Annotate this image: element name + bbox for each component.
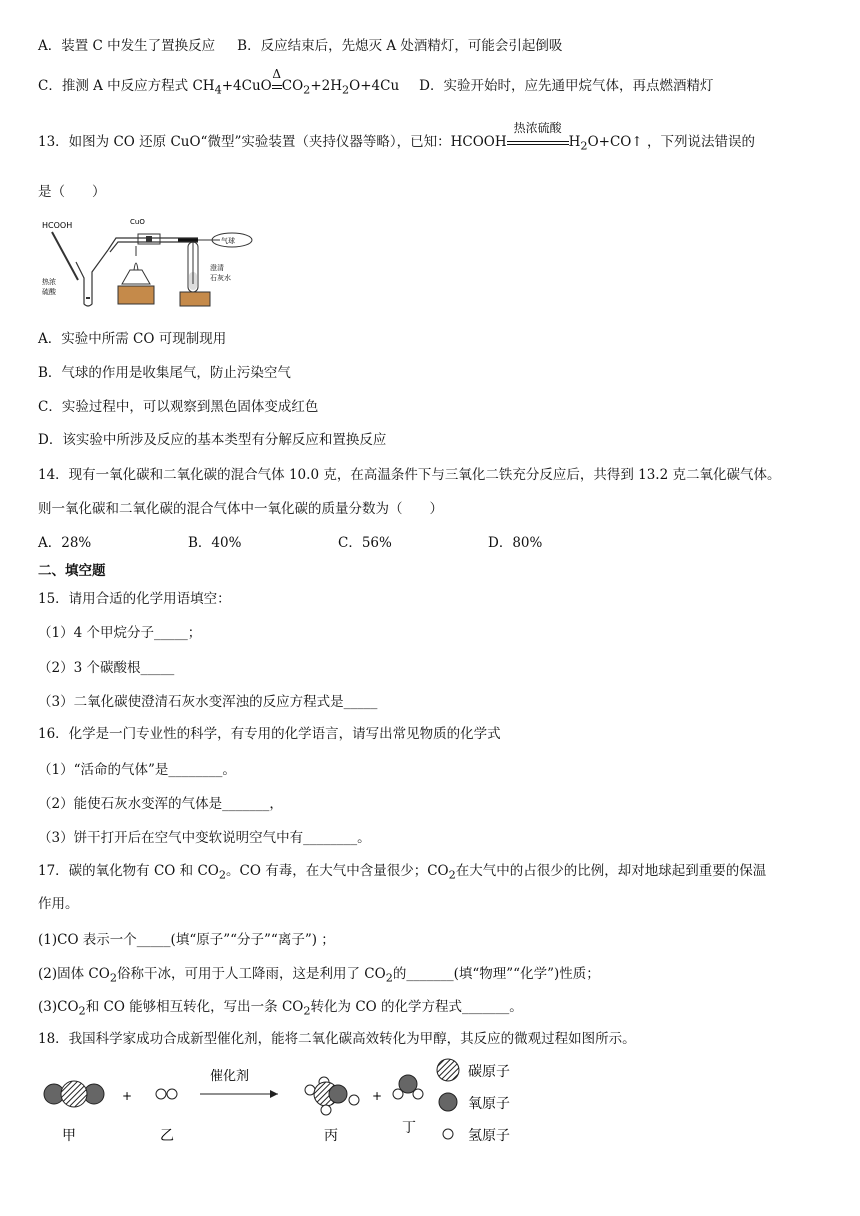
label-jia: 甲: [62, 1128, 76, 1144]
fig-cuo-label: CuO: [130, 218, 145, 226]
q12-option-row-cd: [38, 67, 714, 100]
q12-option-a: A．装置 C 中发生了置换反应: [38, 38, 216, 54]
legend: [437, 1059, 510, 1144]
legend-carbon-label: 碳原子: [468, 1064, 510, 1080]
legend-hydrogen-label: 氢原子: [468, 1128, 510, 1144]
fig-block-1: [118, 286, 154, 304]
plus-2: +: [372, 1089, 383, 1103]
fig-hcooh-label: HCOOH: [42, 221, 73, 230]
fig-y-tube: [76, 250, 108, 306]
label-bing: 丙: [324, 1128, 338, 1144]
q14-option-b: B．40%: [188, 535, 242, 551]
q13-apparatus-figure: [38, 212, 263, 312]
q13-option-a: A．实验中所需 CO 可现制现用: [38, 331, 227, 347]
label-ding: 丁: [402, 1120, 416, 1136]
q13-stem-cont: 是（ ）: [38, 184, 106, 200]
label-yi: 乙: [160, 1128, 174, 1144]
fig-acid-label-2: 硫酸: [42, 288, 56, 296]
fig-acid-label-1: 热浓: [42, 278, 56, 286]
fig-lime-label-1: 澄清: [210, 264, 224, 272]
q17-stem-line1: 17．碳的氧化物有 CO 和 $CO_2$。CO 有毒，在大气中含量很少；$CO_2$在大气中的占很少的比例，却对地球起到重要的保温: [38, 863, 767, 882]
molecule-ding-h2o: [393, 1075, 423, 1099]
q12-option-c: C．推测 A 中反应方程式 $CH_4+4CuO$ Δ $CO_2+2H_2O+4Cu$: [38, 67, 400, 97]
q14-stem-line1: 14．现有一氧化碳和二氧化碳的混合气体 10.0 克，在高温条件下与三氧化二铁充分反应后，共得到 13.2 克二氧化碳气体。: [38, 467, 781, 483]
fig-spirit-lamp: [122, 270, 150, 284]
molecule-jia-co2: [44, 1081, 104, 1107]
q14-options: [38, 534, 542, 552]
legend-oxygen-icon: [439, 1093, 457, 1111]
q13-stem: 13．如图为 CO 还原 CuO“微型”实验装置（夹持仪器等略），已知：HCOOH 热浓硫酸 $H_2O+CO↑$ ，下列说法错误的: [38, 121, 755, 153]
q13-option-c: C．实验过程中，可以观察到黑色固体变成红色: [38, 399, 319, 415]
q13-option-b: B．气球的作用是收集尾气，防止污染空气: [38, 365, 291, 381]
q15-stem: 15．请用合适的化学用语填空：: [38, 591, 231, 607]
molecule-yi-h2: [156, 1089, 177, 1099]
section-heading: 二、填空题: [38, 563, 106, 579]
catalyst-label: 催化剂: [210, 1069, 250, 1084]
q17-stem-line2: 作用。: [38, 896, 79, 912]
legend-hydrogen-icon: [443, 1129, 453, 1139]
q16-part-2: （2）能使石灰水变浑的气体是_______，: [38, 796, 283, 812]
q15-part-3: （3）二氧化碳使澄清石灰水变浑浊的反应方程式是_____: [38, 694, 378, 710]
q18-reaction-diagram: [38, 1058, 538, 1150]
q17-part-2: (2)固体 $CO_2$俗称干冰，可用于人工降雨，这是利用了 $CO_2$的_______(填“物理”“化学”)性质；: [38, 966, 600, 985]
molecule-bing-ch3oh: [305, 1077, 359, 1115]
q14-stem-line2: 则一氧化碳和二氧化碳的混合气体中一氧化碳的质量分数为（ ）: [38, 501, 443, 517]
q13-option-d: D．该实验中所涉及反应的基本类型有分解反应和置换反应: [38, 432, 387, 448]
fig-lime-label-2: 石灰水: [210, 274, 231, 282]
q12-option-d: D．实验开始时，应先通甲烷气体，再点燃酒精灯: [419, 78, 714, 94]
q14-option-a: A．28%: [38, 535, 92, 551]
q12-option-row-ab: [38, 37, 562, 55]
q15-part-2: （2）3 个碳酸根_____: [38, 660, 175, 676]
q16-part-1: （1）“活命的气体”是________。: [38, 762, 236, 778]
q12-option-b: B．反应结束后，先熄灭 A 处酒精灯，可能会引起倒吸: [237, 38, 563, 54]
fig-block-2: [180, 292, 210, 306]
q17-part-3: $(3)CO_2$和 CO 能够相互转化，写出一条 $CO_2$转化为 CO 的化学方程式_______。: [38, 999, 523, 1018]
plus-1: +: [122, 1089, 133, 1103]
fig-balloon-label: 气球: [221, 237, 235, 245]
q14-option-d: D．80%: [488, 535, 543, 551]
q16-part-3: （3）饼干打开后在空气中变软说明空气中有________。: [38, 830, 371, 846]
legend-oxygen-label: 氧原子: [468, 1096, 510, 1112]
q17-part-1: (1)CO 表示一个_____(填“原子”“分子”“离子”) ；: [38, 932, 335, 948]
legend-carbon-icon: [437, 1059, 459, 1081]
fig-dropper: [52, 232, 78, 280]
q16-stem: 16．化学是一门专业性的科学，有专用的化学语言，请写出常见物质的化学式: [38, 726, 501, 742]
q14-option-c: C．56%: [338, 535, 392, 551]
q18-stem: 18．我国科学家成功合成新型催化剂，能将二氧化碳高效转化为甲醇，其反应的微观过程如图所示。: [38, 1031, 636, 1047]
q15-part-1: （1）4 个甲烷分子_____；: [38, 625, 202, 641]
